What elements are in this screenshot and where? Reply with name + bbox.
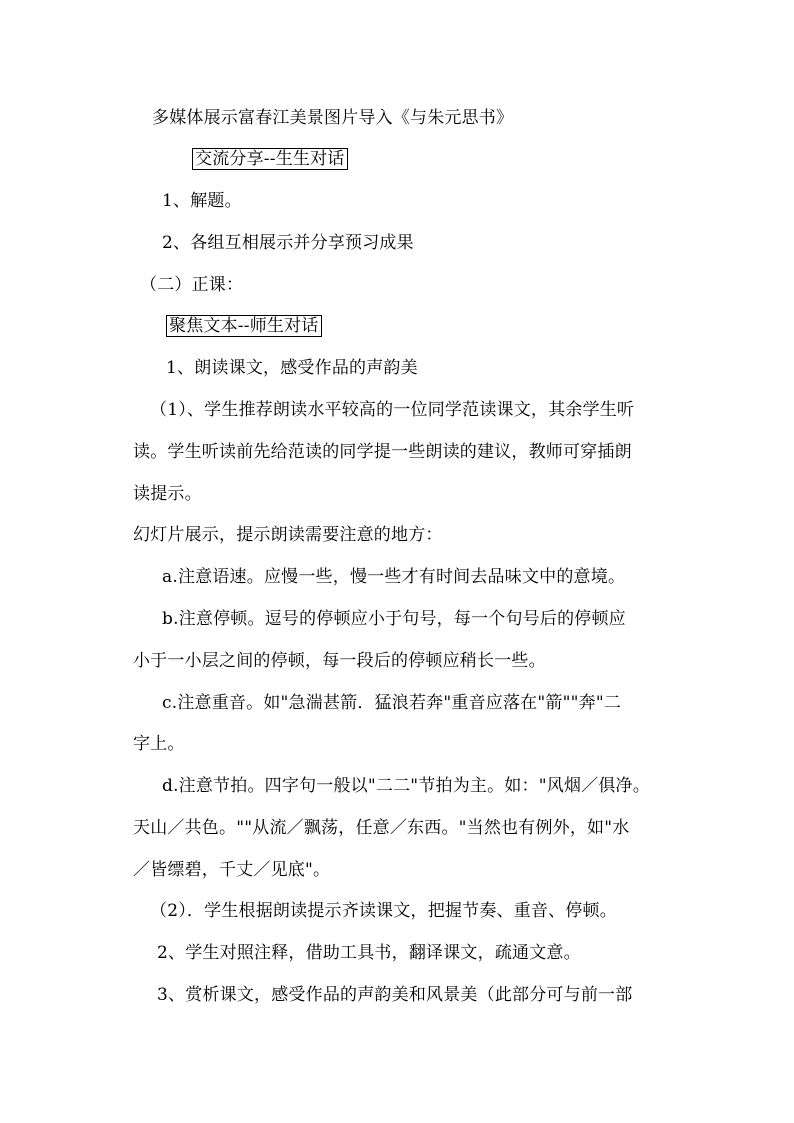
tip-a-line: a.注意语速。应慢一些，慢一些才有时间去品味文中的意境。 — [162, 567, 626, 587]
tip-d-line: 天山／共色。""从流／飘荡，任意／东西。"当然也有例外，如"水 — [133, 818, 630, 838]
tip-b-line: b.注意停顿。逗号的停顿应小于句号，每一个句号后的停顿应 — [162, 609, 626, 629]
section-box-sharing: 交流分享--生生对话 — [192, 148, 348, 170]
list-item-topic: 1、解题。 — [162, 191, 242, 211]
paragraph-line: 读。学生听读前先给范读的同学提一些朗读的建议，教师可穿插朗 — [133, 442, 632, 462]
tip-c-line: c.注意重音。如"急湍甚箭．猛浪若奔"重音应落在"箭""奔"二 — [162, 693, 622, 713]
tip-c-line: 字上。 — [133, 734, 185, 754]
section-heading-text-focus — [166, 315, 322, 337]
list-item-translate: 2、学生对照注释，借助工具书，翻译课文，疏通文意。 — [157, 943, 581, 963]
slide-intro-line: 幻灯片展示，提示朗读需要注意的地方： — [133, 525, 443, 545]
tip-d-line: d.注意节拍。四字句一般以"二二"节拍为主。如："风烟／俱净。 — [162, 776, 650, 796]
paragraph-line: （1）、学生推荐朗读水平较高的一位同学范读课文，其余学生听 — [150, 400, 635, 420]
list-item-preview: 2、各组互相展示并分享预习成果 — [162, 233, 414, 253]
paragraph-line: 读提示。 — [133, 484, 202, 504]
section-box-text-focus: 聚焦文本--师生对话 — [166, 315, 322, 337]
list-item-read-aloud: 1、朗读课文，感受作品的声韵美 — [166, 358, 418, 378]
paragraph-line: （2）．学生根据朗读提示齐读课文，把握节奏、重音、停顿。 — [150, 901, 617, 921]
tip-b-line: 小于一小层之间的停顿，每一段后的停顿应稍长一些。 — [133, 651, 546, 671]
section-heading-sharing — [192, 148, 348, 170]
part-heading-main: （二）正课： — [140, 275, 244, 295]
intro-line: 多媒体展示富春江美景图片导入《与朱元思书》 — [152, 108, 514, 128]
list-item-appreciate: 3、赏析课文，感受作品的声韵美和风景美（此部分可与前一部 — [157, 985, 633, 1005]
tip-d-line: ／皆缥碧，千丈／见底"。 — [133, 860, 331, 880]
